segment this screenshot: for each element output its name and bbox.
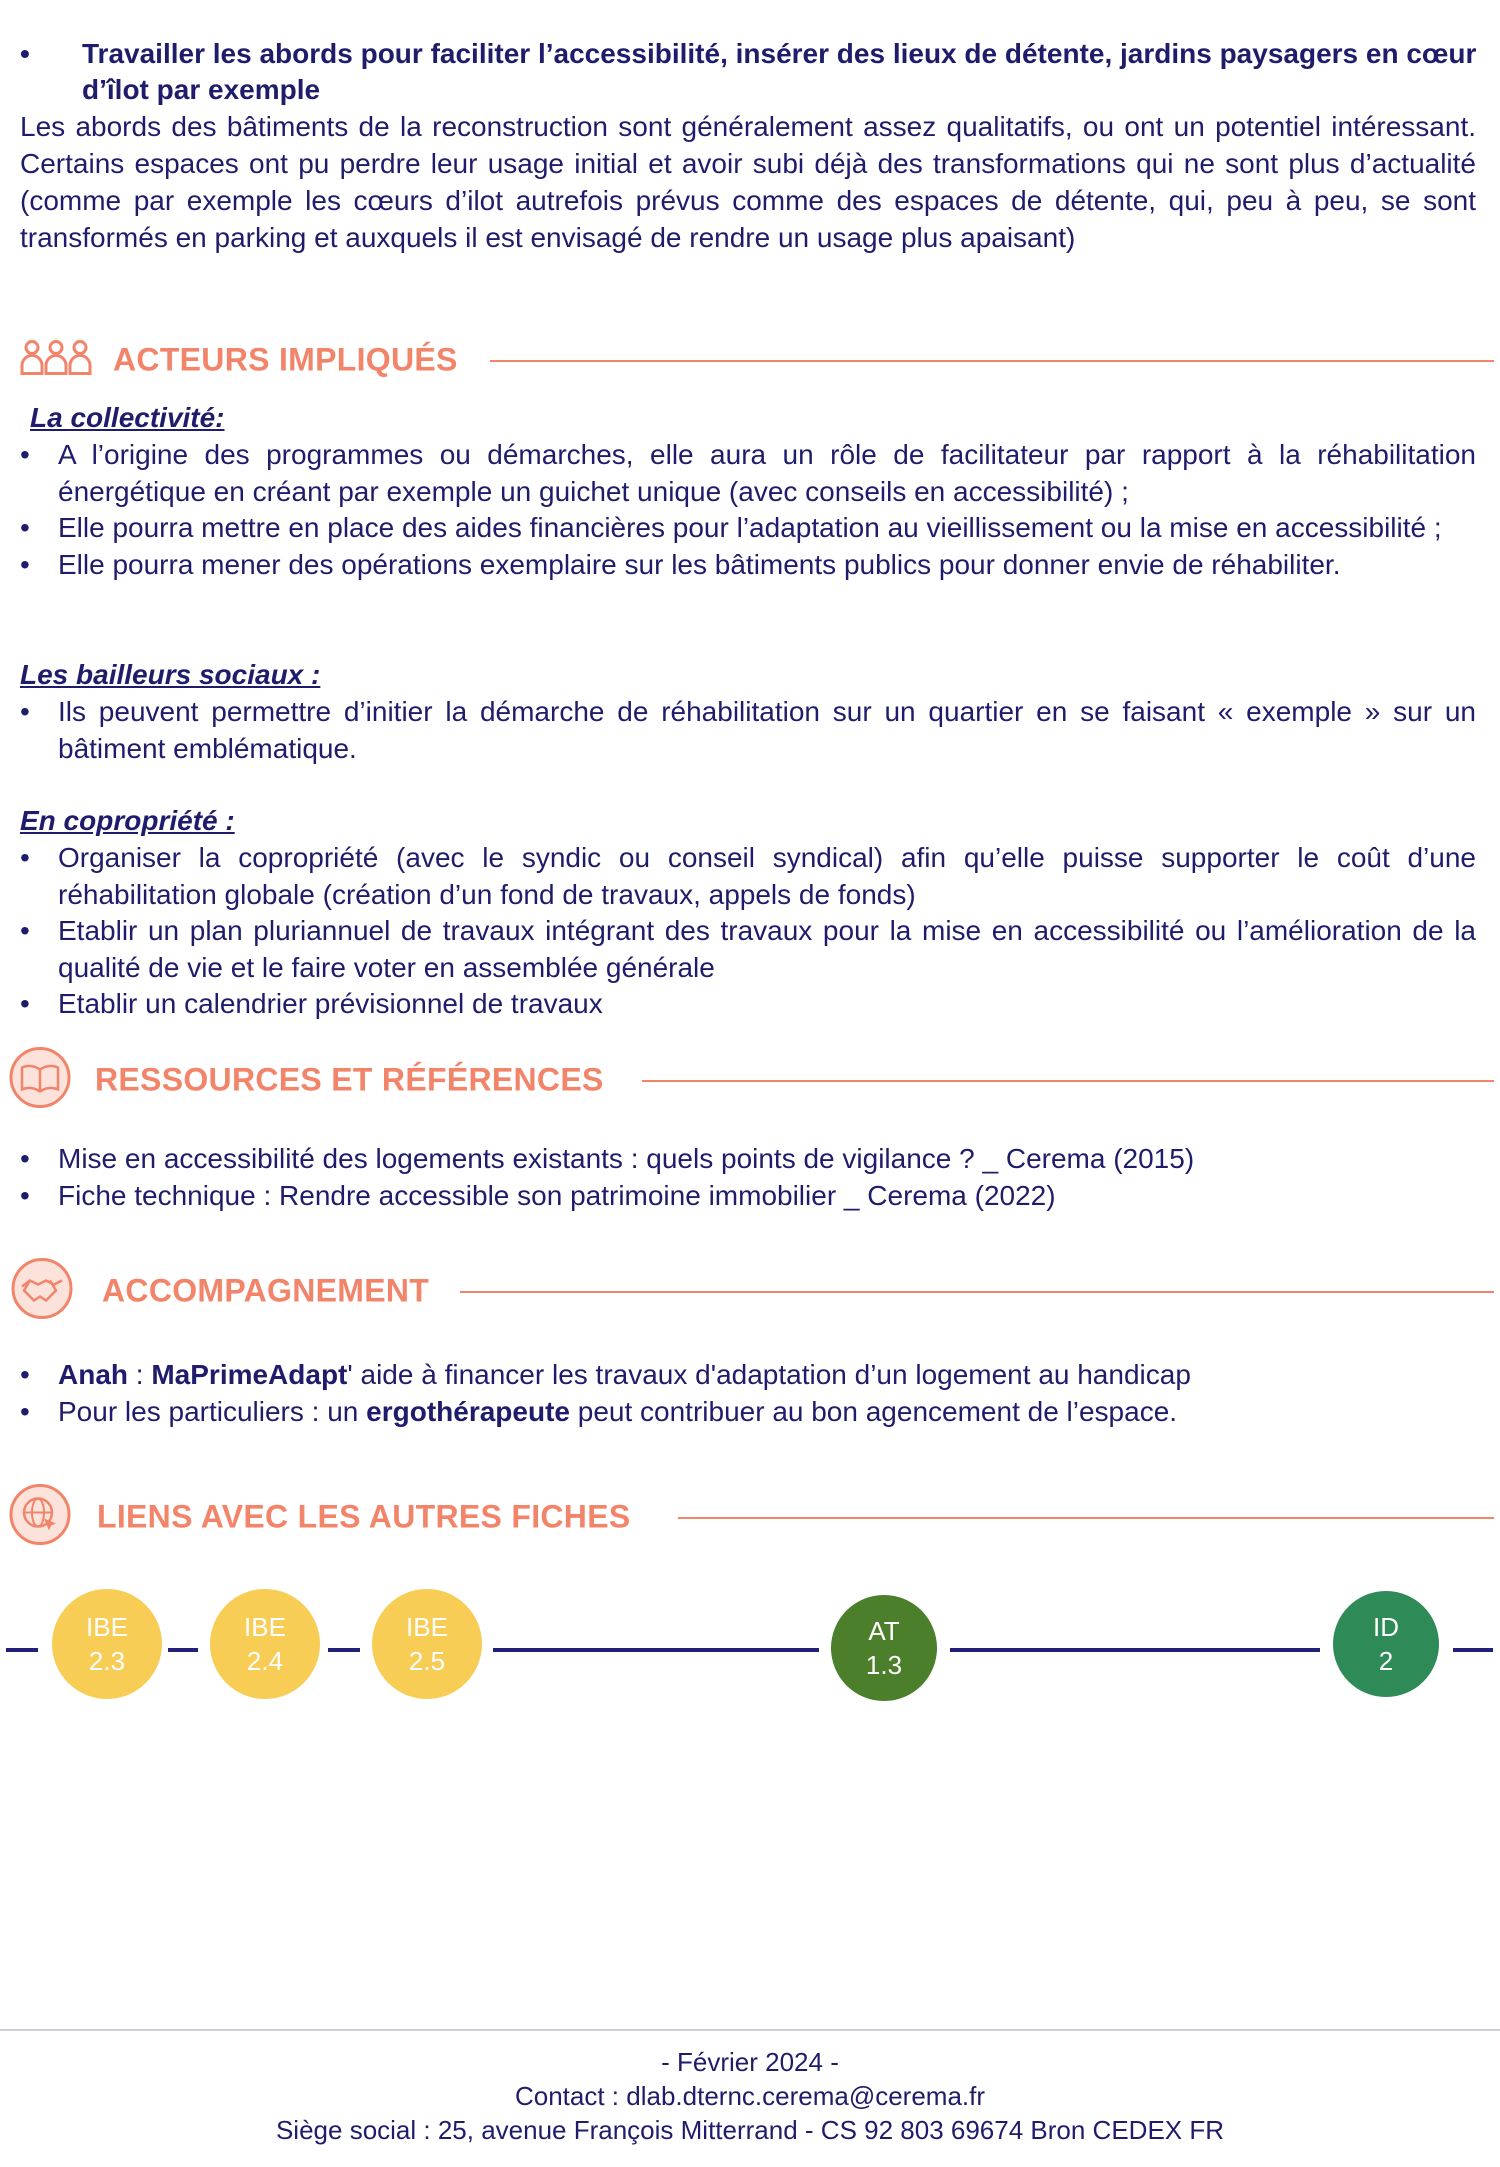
- section-divider: [460, 1291, 1494, 1293]
- list-item: • Mise en accessibilité des logements existants : quels points de vigilance ? _ Cerema (2015): [20, 1143, 1195, 1174]
- footer-divider: [0, 2029, 1500, 2031]
- link-connector: [1453, 1648, 1493, 1652]
- globe-cursor-icon: [8, 1483, 72, 1552]
- link-badge-at-1-3[interactable]: AT 1.3: [831, 1595, 937, 1701]
- link-connector: [168, 1648, 198, 1652]
- list-item: • Pour les particuliers : un ergothérapeute peut contribuer au bon agencement de l’espace.: [20, 1395, 1178, 1427]
- subheading-copropriete: En copropriété :: [20, 805, 235, 836]
- list-item: • Etablir un plan pluriannuel de travaux intégrant des travaux pour la mise en accessibilité ou l’amélioration de la qualité de vie et le faire voter en assemblée générale: [20, 915, 1476, 983]
- collectivite-list: [20, 437, 1476, 583]
- section-title: ACTEURS IMPLIQUÉS: [113, 341, 458, 378]
- link-badge-ibe-2-4[interactable]: IBE 2.4: [210, 1589, 320, 1699]
- link-badge-id-2[interactable]: ID 2: [1333, 1591, 1439, 1697]
- section-accompagnement: [0, 1263, 1500, 1319]
- link-connector: [493, 1648, 819, 1652]
- section-divider: [678, 1517, 1494, 1519]
- list-item: • Organiser la copropriété (avec le syndic ou conseil syndical) afin qu’elle puisse supporter le coût d’une réhabilitation globale (création d’un fond de travaux, appels de fonds): [20, 842, 1476, 910]
- handshake-icon: [10, 1257, 74, 1326]
- bailleurs-list: [20, 694, 1476, 767]
- list-item: • Elle pourra mener des opérations exemplaire sur les bâtiments publics pour donner envie de réhabiliter.: [20, 548, 1341, 580]
- section-acteurs: [0, 332, 1500, 388]
- footer-contact: Contact : dlab.dternc.cerema@cerema.fr: [514, 2081, 986, 2111]
- copropriete-list: [20, 840, 1476, 1023]
- footer-address: Siège social : 25, avenue François Mitterrand - CS 92 803 69674 Bron CEDEX FR: [275, 2115, 1225, 2145]
- subheading-bailleurs: Les bailleurs sociaux :: [20, 659, 321, 690]
- section-divider: [642, 1080, 1494, 1082]
- accompagnement-list: [20, 1357, 1476, 1430]
- link-badge-ibe-2-3[interactable]: IBE 2.3: [52, 1589, 162, 1699]
- section-title: ACCOMPAGNEMENT: [102, 1272, 430, 1309]
- section-title: LIENS AVEC LES AUTRES FICHES: [97, 1498, 631, 1535]
- section-title: RESSOURCES ET RÉFÉRENCES: [95, 1061, 604, 1098]
- intro-paragraph: Les abords des bâtiments de la reconstruction sont généralement assez qualitatifs, ou ont un potentiel intéressant. Certains espaces ont pu perdre leur usage initial et avoir subi déjà des transformations qui ne sont plus d’actualité (comme par exemple les cœurs d’ilot autrefois prévus comme des espaces de détente, qui, peu à peu, se sont transformés en parking et auxquels il est envisagé de rendre un usage plus apaisant): [20, 111, 1476, 253]
- section-ressources: [0, 1052, 1500, 1108]
- bullet: •: [20, 38, 30, 69]
- link-connector: [6, 1648, 38, 1652]
- book-icon: [8, 1046, 72, 1115]
- subheading-collectivite: La collectivité:: [30, 402, 225, 433]
- intro-heading: [20, 36, 1480, 108]
- link-badge-ibe-2-5[interactable]: IBE 2.5: [372, 1589, 482, 1699]
- list-item: • Anah : MaPrimeAdapt' aide à financer les travaux d'adaptation d’un logement au handicap: [20, 1359, 1191, 1390]
- list-item: • A l’origine des programmes ou démarches, elle aura un rôle de facilitateur par rapport à la réhabilitation énergétique en créant par exemple un guichet unique (avec conseils en accessibilité) ;: [20, 439, 1476, 507]
- link-connector: [950, 1648, 1320, 1652]
- list-item: • Ils peuvent permettre d’initier la démarche de réhabilitation sur un quartier en se faisant « exemple » sur un bâtiment emblématique.: [20, 696, 1476, 764]
- list-item: • Fiche technique : Rendre accessible son patrimoine immobilier _ Cerema (2022): [20, 1179, 1056, 1211]
- link-connector: [328, 1648, 360, 1652]
- intro-heading-text: Travailler les abords pour faciliter l’accessibilité, insérer des lieux de détente, jardins paysagers en cœur d’îlot par exemple: [82, 38, 1477, 105]
- list-item: • Etablir un calendrier prévisionnel de travaux: [20, 988, 603, 1019]
- people-group-icon: [20, 338, 92, 383]
- footer-date: - Février 2024 -: [661, 2047, 839, 2077]
- list-item: • Elle pourra mettre en place des aides financières pour l’adaptation au vieillissement ou la mise en accessibilité ;: [20, 512, 1442, 543]
- section-divider: [490, 360, 1494, 362]
- section-liens: [0, 1489, 1500, 1545]
- ressources-list: [20, 1141, 1476, 1214]
